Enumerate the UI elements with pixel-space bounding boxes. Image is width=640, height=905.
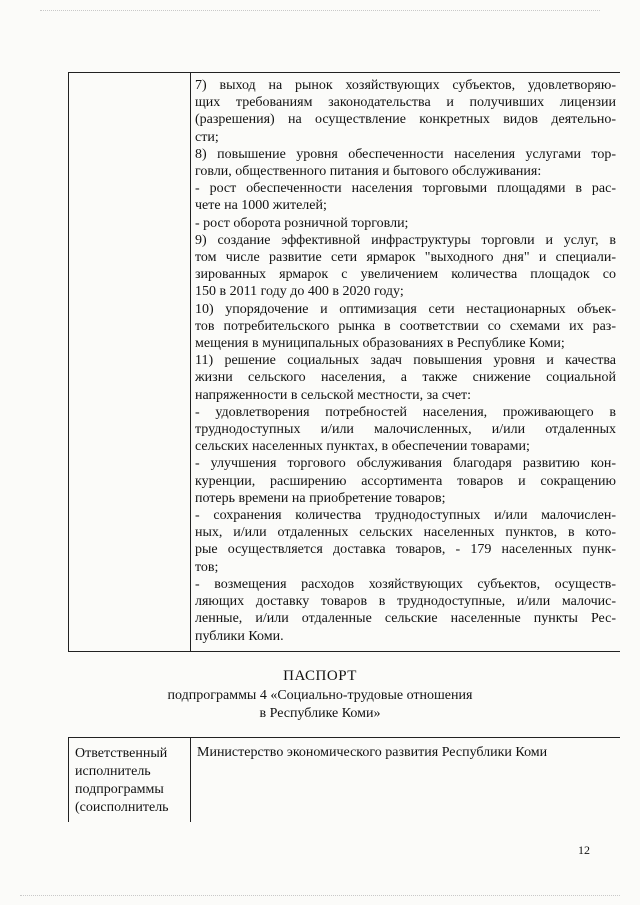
table-text-line: ляющих доставку товаров в труднодоступные, и/или малочис- bbox=[195, 594, 616, 610]
table-text-line: тов потребительского рынка в соответствии со схемами их раз- bbox=[195, 318, 616, 334]
responsible-executor-label: Ответственный исполнитель подпрограммы (соисполнитель bbox=[75, 746, 169, 815]
table-text-line: - сохранения количества труднодоступных и/или малочислен- bbox=[195, 508, 616, 524]
table-text-line: - улучшения торгового обслуживания благодаря развитию кон- bbox=[195, 456, 616, 472]
table-text-line: том числе развитие сети ярмарок "выходного дня" и специали- bbox=[195, 250, 616, 266]
table-text-line: зированных ярмарок с увеличением количества площадок со bbox=[195, 267, 616, 283]
table-text-line: жизни сельского населения, а также снижение социальной bbox=[195, 370, 616, 386]
table-text-line: ных, и/или отдаленных сельских населенных пунктов, в кото- bbox=[195, 525, 616, 541]
table-text-line: сельских населенных пунктах, в обеспечении товарами; bbox=[195, 439, 530, 455]
table-content-cell bbox=[195, 77, 616, 645]
table-text-line: потерь времени на приобретение товаров; bbox=[195, 490, 446, 506]
table-text-line: - рост обеспеченности населения торговыми площадями в рас- bbox=[195, 181, 616, 197]
table-text-line: говли, общественного питания и бытового обслуживания: bbox=[195, 164, 542, 180]
table-text-line: напряженности в сельской местности, за счет: bbox=[195, 387, 472, 403]
table-text-line: труднодоступных и/или малочисленных, и/или отдаленных bbox=[195, 422, 616, 438]
table-text-line: 8) повышение уровня обеспеченности населения услугами тор- bbox=[195, 146, 616, 162]
table-text-line: (разрешения) на осуществление конкретных видов деятельно- bbox=[195, 112, 616, 128]
passport-title: ПАСПОРТ bbox=[283, 668, 357, 684]
table-text-line: щих требованиям законодательства и получивших лицензии bbox=[195, 95, 616, 111]
table-text-line: мещения в муниципальных образованиях в Республике Коми; bbox=[195, 336, 565, 352]
scan-artifact-bottom bbox=[20, 895, 620, 898]
passport-subtitle bbox=[0, 687, 640, 723]
table-text-line: 150 в 2011 году до 400 в 2020 году; bbox=[195, 284, 404, 300]
table-column-divider bbox=[190, 738, 191, 822]
responsible-executor-value: Министерство экономического развития Республики Коми bbox=[197, 745, 548, 760]
passport-table bbox=[68, 737, 620, 822]
table-text-line: ленные, и/или отдаленные сельские населенные пункты Рес- bbox=[195, 611, 616, 627]
table-text-line: - удовлетворения потребностей населения, проживающего в bbox=[195, 404, 616, 420]
table-text-line: куренции, расширению ассортимента товаров и сокращению bbox=[195, 473, 616, 489]
passport-subtitle-line-1: подпрограммы 4 «Социально-трудовые отношения bbox=[167, 688, 473, 703]
table-text-line: 9) создание эффективной инфраструктуры торговли и услуг, в bbox=[195, 232, 616, 248]
scan-artifact-top bbox=[40, 10, 600, 13]
table-text-line: чете на 1000 жителей; bbox=[195, 198, 327, 214]
table-text-line: 10) упорядочение и оптимизация сети нестационарных объек- bbox=[195, 301, 616, 317]
table-text-line: 7) выход на рынок хозяйствующих субъектов, удовлетворяю- bbox=[195, 78, 616, 93]
table-text-line: рые осуществляется доставка товаров, - 179 населенных пунк- bbox=[195, 542, 616, 558]
page-number: 12 bbox=[578, 843, 590, 857]
table-text-line: сти; bbox=[195, 129, 219, 145]
table-text-line: - рост оборота розничной торговли; bbox=[195, 215, 409, 231]
table-text-line: - возмещения расходов хозяйствующих субъектов, осуществ- bbox=[195, 576, 616, 592]
table-text-line: тов; bbox=[195, 559, 219, 575]
table-text-line: публики Коми. bbox=[195, 628, 284, 644]
continued-table bbox=[68, 72, 620, 652]
table-column-divider bbox=[190, 73, 191, 651]
passport-subtitle-line-2: в Республике Коми» bbox=[259, 706, 381, 721]
table-text-line: 11) решение социальных задач повышения уровня и качества bbox=[195, 353, 616, 369]
